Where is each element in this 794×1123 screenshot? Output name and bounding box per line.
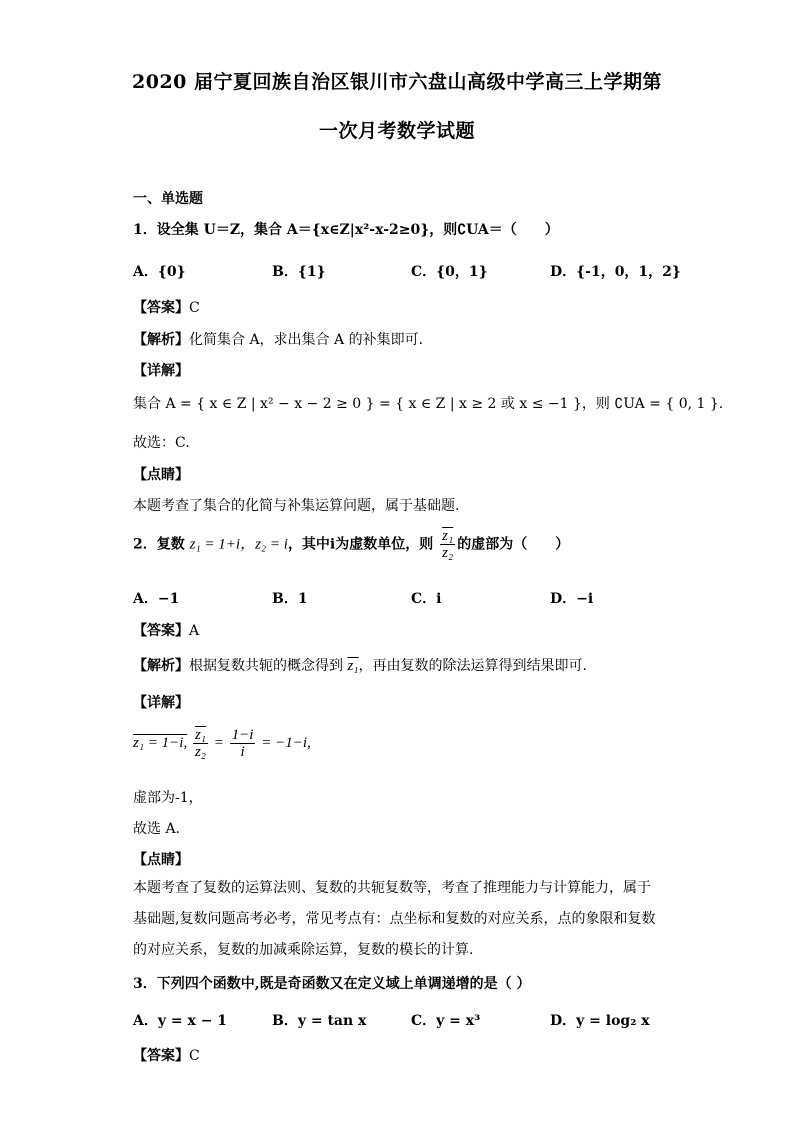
q1-option-c: C．{0，1}: [411, 264, 488, 280]
q1-comment: 本题考查了集合的化简与补集运算问题，属于基础题.: [133, 498, 460, 514]
q2-detail-frac2-den: i: [240, 744, 245, 760]
q1-stem-number: 1．设全集: [133, 222, 199, 238]
q2-detail-fraction-1: [193, 727, 208, 760]
q1-option-a: A．{0}: [133, 264, 186, 280]
q1-choose: 故选：C.: [133, 435, 190, 451]
q3-option-d: D．y = log₂ x: [550, 1013, 650, 1029]
q1-option-d: D．{-1，0，1，2}: [550, 264, 681, 280]
q2-analysis-tag: 【解析】: [133, 658, 189, 674]
q1-option-b: B．{1}: [272, 264, 326, 280]
q2-answer: [133, 620, 199, 640]
document-title-line-2: 一次月考数学试题: [318, 120, 475, 142]
q1-analysis-text: 化简集合 A，求出集合 A 的补集即可.: [189, 332, 424, 348]
q2-stem-end: 的虚部为（ ）: [457, 536, 570, 553]
q3-answer-value: C: [189, 1048, 200, 1064]
q3-option-a: A．y = x − 1: [133, 1013, 228, 1029]
q3-option-c: C．y = x³: [411, 1013, 481, 1029]
q2-analysis-conjugate: z₁: [347, 658, 359, 674]
q2-stem-fraction: [440, 528, 455, 561]
q2-stem-math: z₁ = 1+i，z₂ = i: [189, 536, 288, 553]
q3-answer-tag: 【答案】: [133, 1048, 189, 1064]
q2-detail-fraction-2: [230, 727, 256, 760]
q2-comment: 本题考查了复数的运算法则、复数的共轭复数等，考查了推理能力与计算能力，属于基础题,复数问题高考必考，常见考点有：点坐标和复数的对应关系，点的象限和复数的对应关系，复数的加减乘除运算，复数的模长的计算.: [133, 880, 656, 958]
q2-detail: [133, 727, 311, 760]
q2-answer-value: A: [189, 623, 200, 639]
q1-analysis-tag: 【解析】: [133, 332, 189, 348]
q1-answer: [133, 297, 200, 317]
q3-stem: 3．下列四个函数中,既是奇函数又在定义域上单调递增的是（ ）: [133, 976, 531, 992]
q1-stem-text: U＝Z，集合 A＝{x∈Z|x²-x-2≥0}，则∁UA＝（ ）: [203, 222, 559, 238]
q1-comment-tag: 【点睛】: [133, 467, 189, 483]
q2-option-c: C．i: [411, 591, 442, 607]
q1-answer-tag: 【答案】: [133, 300, 189, 316]
q2-detail-right: = −1−i,: [261, 734, 311, 751]
q2-detail-frac1-num: z₁: [194, 727, 207, 743]
q2-option-d: D．−i: [550, 591, 594, 607]
q2-detail-frac2-num: 1−i: [231, 727, 254, 743]
q2-option-b: B．1: [272, 591, 308, 607]
q2-detail-frac1-den: z₂: [194, 744, 207, 760]
q2-frac-numerator: z₁: [442, 528, 454, 544]
q2-stem-number: 2．复数: [133, 536, 185, 553]
q2-frac-denominator: z₂: [442, 545, 454, 561]
q2-imaginary-part: 虚部为-1，: [133, 790, 203, 806]
q2-detail-left: z₁ = 1−i,: [133, 734, 188, 751]
q2-detail-tag: 【详解】: [133, 695, 189, 711]
document-title-line-1: 2020 届宁夏回族自治区银川市六盘山高级中学高三上学期第: [132, 71, 662, 93]
q2-answer-tag: 【答案】: [133, 623, 189, 639]
q2-analysis-text-b: ，再由复数的除法运算得到结果即可.: [358, 658, 587, 674]
q2-analysis-text-a: 根据复数共轭的概念得到: [189, 658, 343, 674]
q1-answer-value: C: [189, 300, 200, 316]
q1-detail: 集合 A = { x ∈ Z | x² − x − 2 ≥ 0 } = { x ∈ Z | x ≥ 2 或 x ≤ −1 }，则 ∁UA = { 0, 1 }.: [133, 396, 724, 412]
q1-analysis: [133, 329, 423, 349]
q2-choose: 故选 A.: [133, 821, 181, 837]
q2-analysis: [133, 655, 587, 675]
q3-answer: [133, 1045, 200, 1065]
q1-stem: [133, 219, 559, 239]
q1-detail-tag: 【详解】: [133, 363, 189, 379]
q2-option-a: A．−1: [133, 591, 180, 607]
q2-stem-mid: ，其中i为虚数单位，则: [287, 536, 434, 553]
q2-comment-tag: 【点睛】: [133, 852, 189, 868]
section-heading: 一、单选题: [133, 191, 203, 207]
q3-option-b: B．y = tan x: [272, 1013, 367, 1029]
q2-detail-eq: =: [213, 734, 224, 751]
q2-stem: [133, 528, 569, 561]
